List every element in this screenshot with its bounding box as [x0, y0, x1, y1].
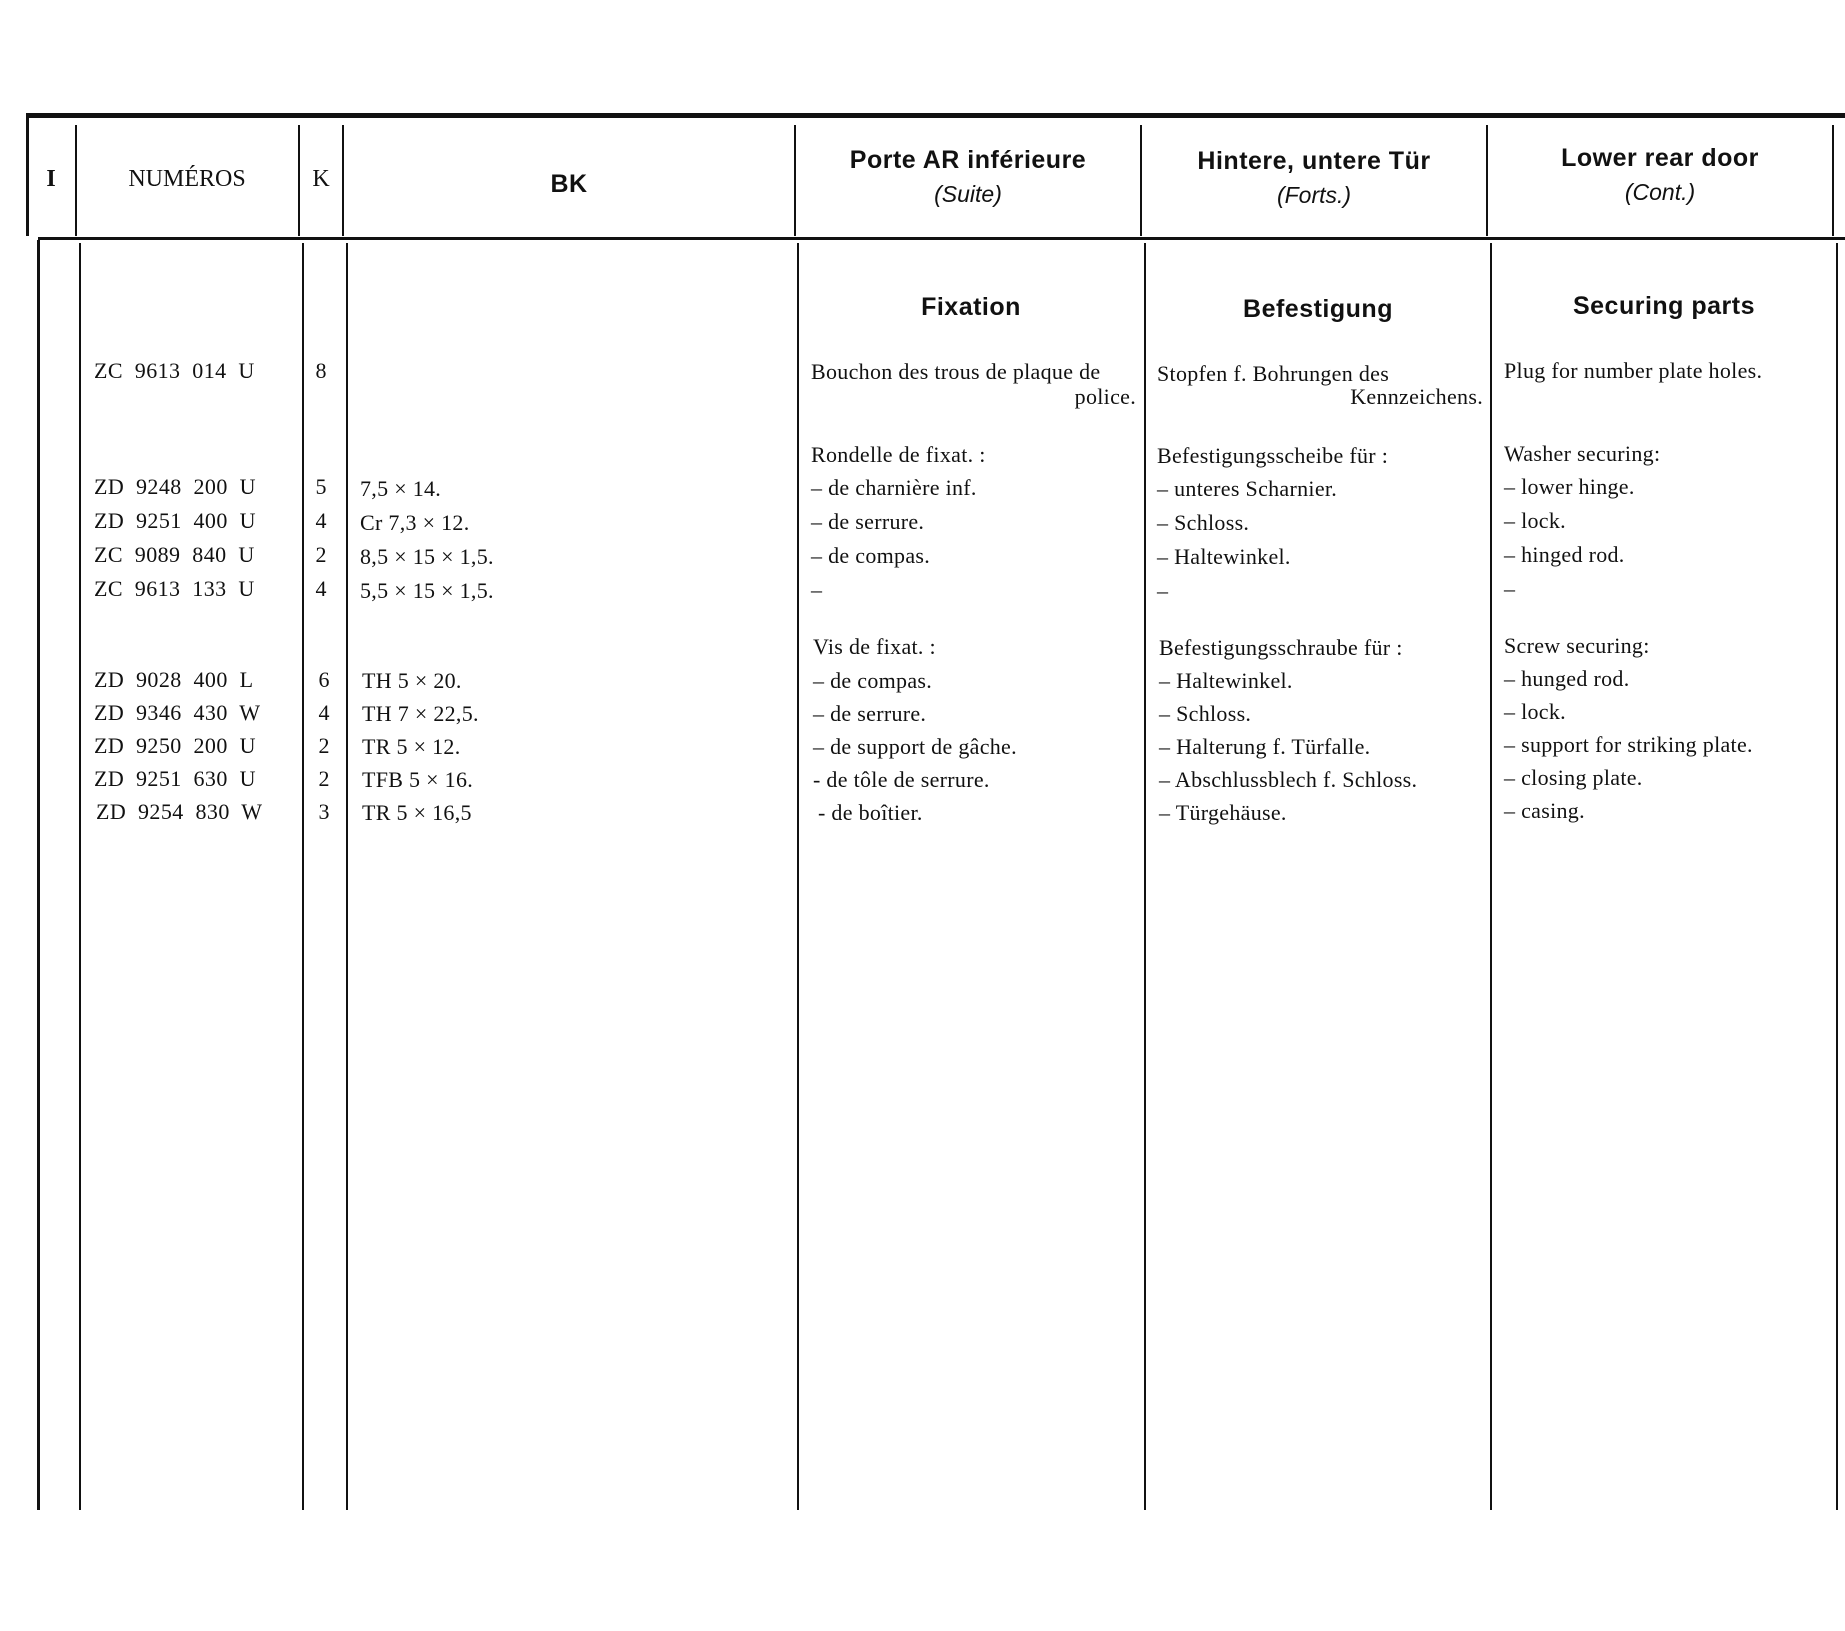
- header-col-german: [1142, 147, 1486, 209]
- dimension-bk: TR 5 × 16,5: [362, 800, 472, 825]
- header-col-french: [796, 146, 1140, 208]
- description-english: – lock.: [1504, 508, 1566, 533]
- part-number: ZD 9250 200 U: [94, 733, 256, 758]
- part-number: ZC 9089 840 U: [94, 542, 255, 567]
- dimension-bk: TFB 5 × 16.: [362, 767, 474, 792]
- description-french-continued: police.: [1074, 384, 1136, 409]
- description-german-continued: Kennzeichens.: [1350, 384, 1483, 409]
- part-number: ZC 9613 014 U: [94, 358, 255, 383]
- description-english: Plug for number plate holes.: [1504, 358, 1763, 383]
- group-heading-german: Befestigungsschraube für :: [1159, 635, 1403, 660]
- section-title-english: Securing parts: [1572, 292, 1756, 320]
- part-number: ZC 9613 133 U: [94, 576, 255, 601]
- table-top-rule: [26, 113, 1845, 118]
- quantity-k: 4: [315, 508, 327, 533]
- description-german: – Schloss.: [1157, 510, 1250, 535]
- group-heading-french: Rondelle de fixat. :: [811, 442, 986, 467]
- description-french: – de support de gâche.: [813, 734, 1017, 759]
- section-title-german: Befestigung: [1243, 295, 1393, 323]
- dimension-bk: Cr 7,3 × 12.: [360, 510, 470, 535]
- part-number: ZD 9254 830 W: [96, 799, 263, 824]
- quantity-k: 8: [315, 358, 327, 383]
- description-german: – Haltewinkel.: [1159, 668, 1293, 693]
- body-divider: [1144, 243, 1146, 1510]
- description-german: –: [1157, 578, 1169, 603]
- description-french: – de compas.: [813, 668, 933, 693]
- header-bottom-rule: [38, 237, 1845, 240]
- description-german: Stopfen f. Bohrungen des: [1157, 361, 1390, 386]
- description-english: – support for striking plate.: [1504, 732, 1753, 757]
- quantity-k: 5: [315, 474, 327, 499]
- header-english-title: Lower rear door: [1561, 144, 1759, 172]
- part-number: ZD 9248 200 U: [94, 474, 256, 499]
- description-german: – Schloss.: [1159, 701, 1252, 726]
- header-english-subtitle: (Cont.): [1624, 179, 1696, 205]
- description-french: –: [811, 577, 823, 602]
- quantity-k: 3: [318, 799, 330, 824]
- header-german-subtitle: (Forts.): [1276, 182, 1352, 208]
- description-german: – Haltewinkel.: [1157, 544, 1291, 569]
- description-french: – de compas.: [811, 543, 931, 568]
- group-heading-english: Washer securing:: [1504, 441, 1661, 466]
- quantity-k: 2: [315, 542, 327, 567]
- description-english: – lock.: [1504, 699, 1566, 724]
- description-english: –: [1504, 576, 1516, 601]
- header-col-numeros: NUMÉROS: [128, 166, 246, 192]
- group-heading-german: Befestigungsscheibe für :: [1157, 443, 1389, 468]
- description-french: – de serrure.: [811, 509, 925, 534]
- description-german: – Halterung f. Türfalle.: [1159, 734, 1371, 759]
- description-french: – de charnière inf.: [811, 475, 977, 500]
- quantity-k: 4: [315, 576, 327, 601]
- header-col-english: [1488, 144, 1832, 206]
- description-english: – casing.: [1504, 798, 1585, 823]
- body-divider: [797, 243, 799, 1510]
- dimension-bk: TH 7 × 22,5.: [362, 701, 479, 726]
- description-french: - de tôle de serrure.: [813, 767, 990, 792]
- description-french: - de boîtier.: [818, 800, 923, 825]
- description-english: – closing plate.: [1504, 765, 1643, 790]
- section-title-french: Fixation: [921, 293, 1021, 321]
- header-col-k: K: [312, 166, 330, 192]
- dimension-bk: TR 5 × 12.: [362, 734, 461, 759]
- dimension-bk: TH 5 × 20.: [362, 668, 462, 693]
- dimension-bk: 7,5 × 14.: [360, 476, 442, 501]
- description-english: – hunged rod.: [1504, 666, 1630, 691]
- description-english: – lower hinge.: [1504, 474, 1635, 499]
- header-col-bk: BK: [550, 170, 588, 198]
- body-left-border: [37, 240, 40, 1510]
- part-number: ZD 9251 630 U: [94, 766, 256, 791]
- header-col-i: I: [46, 166, 56, 192]
- group-heading-french: Vis de fixat. :: [813, 634, 936, 659]
- header-divider: [1832, 125, 1834, 236]
- description-french: Bouchon des trous de plaque de: [811, 359, 1101, 384]
- part-number: ZD 9346 430 W: [94, 700, 261, 725]
- header-german-title: Hintere, untere Tür: [1197, 147, 1431, 175]
- description-english: – hinged rod.: [1504, 542, 1625, 567]
- body-divider: [1490, 243, 1492, 1510]
- description-french: – de serrure.: [813, 701, 927, 726]
- body-divider: [79, 243, 81, 1510]
- body-divider: [1836, 243, 1838, 1510]
- description-german: – Abschlussblech f. Schloss.: [1159, 767, 1418, 792]
- body-divider: [346, 243, 348, 1510]
- group-heading-english: Screw securing:: [1504, 633, 1650, 658]
- description-german: – unteres Scharnier.: [1157, 476, 1338, 501]
- quantity-k: 2: [318, 766, 330, 791]
- description-german: – Türgehäuse.: [1159, 800, 1287, 825]
- dimension-bk: 8,5 × 15 × 1,5.: [360, 544, 494, 569]
- part-number: ZD 9251 400 U: [94, 508, 256, 533]
- header-french-title: Porte AR inférieure: [849, 146, 1087, 174]
- quantity-k: 6: [318, 667, 330, 692]
- body-divider: [302, 243, 304, 1510]
- header-french-subtitle: (Suite): [934, 181, 1002, 207]
- dimension-bk: 5,5 × 15 × 1,5.: [360, 578, 494, 603]
- part-number: ZD 9028 400 L: [94, 667, 254, 692]
- quantity-k: 2: [318, 733, 330, 758]
- quantity-k: 4: [318, 700, 330, 725]
